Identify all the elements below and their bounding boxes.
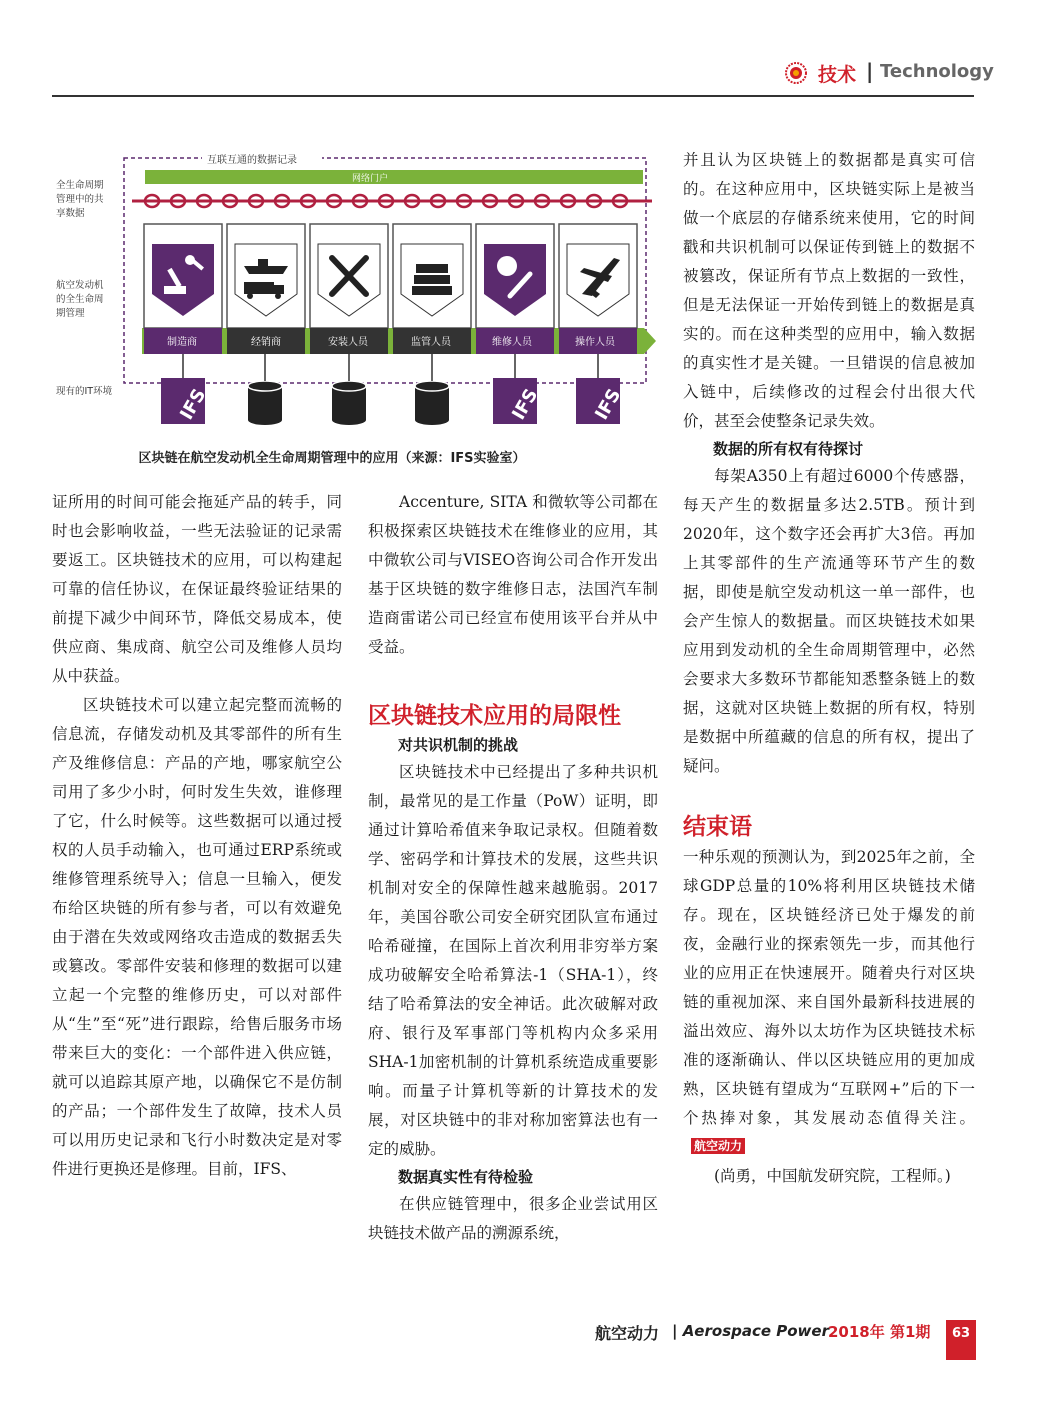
role-label: 制造商 (167, 337, 197, 348)
portal-label: 网络门户 (352, 174, 389, 184)
blockchain-lifecycle-figure (52, 148, 662, 448)
header-separator: | (866, 59, 874, 83)
col3-paragraph-2: 每架A350上有超过6000个传感器，每天产生的数据量多达2.5TB。预计到2020年，这个数字还会再扩大3倍。再加上其零部件的生产流通等环节产生的数据，即使是航空发动机这一单一部件，也会产生惊人的数据量。而区块链技术如果应用到发动机的全生命周期管理中，必然会要求大多数环节都能知悉整条链上的数据，这就对区块链上数据的所有权，特别是数据中所蕴藏的信息的所有权，提出了疑问。 (683, 467, 975, 775)
subtitle-authenticity: 数据真实性有待检验 (398, 1168, 534, 1186)
role-label: 维修人员 (492, 337, 532, 348)
subtitle-consensus: 对共识机制的挑战 (398, 736, 519, 754)
role-card-regulator (393, 224, 471, 354)
footer-journal-en: | Aerospace Power (672, 1322, 829, 1340)
it-database-2 (332, 381, 366, 425)
footer-page-tab (946, 1320, 976, 1360)
footer-journal-cn: 航空动力 (595, 1324, 660, 1343)
books-icon (412, 264, 452, 295)
it-ifs-2 (493, 378, 542, 424)
journal-end-badge: 航空动力 (691, 1138, 745, 1154)
header-rule (52, 95, 974, 97)
role-card-distributor (227, 224, 305, 354)
left-label-shared-data: 全生命周期管理中的共享数据 (56, 180, 104, 219)
portal-bar (145, 170, 643, 184)
author-note: (尚勇，中国航发研究院，工程师。) (714, 1167, 951, 1185)
col1-paragraph-2: 区块链技术可以建立起完整而流畅的信息流，存储发动机及其零部件的所有生产及维修信息：产品的产地，哪家航空公司用了多少小时，何时发生失效，谁修理了它，什么时候等。这些数据可以通过授权的人员手动输入，也可通过ERP系统或维修管理系统导入；信息一旦输入，便发布给区块链的所有参与者，可以有效避免由于潜在失效或网络攻击造成的数据丢失或篡改。零部件安装和修理的数据可以建立起一个完整的维修历史，可以对部件从“生”至“死”进行跟踪，给售后服务市场带来巨大的变化：一个部件进入供应链，就可以追踪其原产地，以确保它不是仿制的产品；一个部件发生了故障，技术人员可以用历史记录和飞行小时数决定是对零件进行更换还是修理。目前，IFS、 (52, 696, 342, 1178)
col2-paragraph-2: 区块链技术中已经提出了多种共识机制，最常见的是工作量（PoW）证明，即通过计算哈希值来争取记录权。但随着数学、密码学和计算技术的发展，这些共识机制对安全的保障性越来越脆弱。2017年，美国谷歌公司安全研究团队宣布通过哈希碰撞，在国际上首次利用非穷举方案成功破解安全哈希算法-1（SHA-1），终结了哈希算法的安全神话。此次破解对政府、银行及军事部门等机构内众多采用SHA-1加密机制的计算机系统造成重要影响。而量子计算机等新的计算技术的发展，对区块链中的非对称加密算法也有一定的威胁。 (368, 763, 658, 1158)
column-1 (52, 488, 342, 1184)
col2-paragraph-3: 在供应链管理中，很多企业尝试用区块链技术做产品的溯源系统， (368, 1195, 658, 1242)
column-3 (683, 146, 975, 1191)
role-card-installer (310, 224, 388, 354)
figure-top-label: 互联互通的数据记录 (207, 155, 297, 166)
col3-paragraph-3-text: 一种乐观的预测认为，到2025年之前，全球GDP总量的10%将利用区块链技术储存。现在，区块链经济已处于爆发的前夜，金融行业的探索领先一步，而其他行业的应用正在快速展开。随着央行对区块链的重视加深、来自国外最新科技进展的溢出效应、海外以太坊作为区块链技术标准的逐渐确认、伴以区块链应用的更加成熟，区块链有望成为“互联网+”后的下一个热捧对象，其发展动态值得关注。 (683, 848, 975, 1127)
footer-issue-date: 2018年 第1期 (828, 1323, 931, 1341)
svg-text:IFS: IFS (591, 385, 626, 424)
page-number: 63 (951, 1326, 971, 1341)
it-connectors (183, 354, 598, 381)
section-title-limitations: 区块链技术应用的局限性 (368, 703, 621, 729)
role-card-maintenance (476, 224, 554, 354)
section-title-conclusion: 结束语 (683, 814, 752, 840)
role-card-operator (559, 224, 637, 354)
col1-paragraph-1: 证所用的时间可能会拖延产品的转手，同时也会影响收益，一些无法验证的记录需要返工。区块链技术的应用，可以构建起可靠的信任协议，在保证最终验证结果的前提下减少中间环节，降低交易成本，使供应商、集成商、航空公司及维修人员均从中获益。 (52, 493, 342, 685)
header-section-cn: 技术 (818, 64, 857, 86)
it-database-3 (415, 381, 449, 425)
role-label: 监管人员 (411, 337, 451, 348)
svg-text:IFS: IFS (176, 385, 211, 424)
footer-journal-en-text: Aerospace Power (682, 1322, 829, 1340)
it-ifs-3 (576, 378, 625, 424)
journal-sun-logo-icon (785, 62, 807, 84)
it-database-1 (248, 381, 282, 425)
column-2 (368, 488, 658, 1248)
left-label-lifecycle: 航空发动机的全生命周期管理 (56, 280, 104, 319)
left-label-it: 现有的IT环境 (56, 386, 113, 397)
role-label: 操作人员 (575, 337, 615, 348)
col3-paragraph-1: 并且认为区块链上的数据都是真实可信的。在这种应用中，区块链实际上是被当做一个底层的存储系统来使用，它的时间戳和共识机制可以保证传到链上的数据不被篡改，保证所有节点上数据的一致性，但是无法保证一开始传到链上的数据是真实的。而在这种类型的应用中，输入数据的真实性才是关键。一旦错误的信息被加入链中，后续修改的过程会付出很大代价，甚至会使整条记录失效。 (683, 151, 975, 430)
col3-paragraph-3 (683, 843, 975, 1162)
it-ifs-1 (161, 378, 210, 424)
header-section-en: Technology (880, 61, 994, 82)
role-label: 经销商 (251, 337, 281, 348)
col2-paragraph-1: Accenture, SITA 和微软等公司都在积极探索区块链技术在维修业的应用，其中微软公司与VISEO咨询公司合作开发出基于区块链的数字维修日志，法国汽车制造商雷诺公司已经宣布使用该平台并从中受益。 (368, 493, 658, 656)
role-card-manufacturer (144, 224, 222, 354)
subtitle-ownership: 数据的所有权有待探讨 (713, 440, 864, 458)
role-label: 安装人员 (328, 337, 368, 348)
svg-text:IFS: IFS (508, 385, 543, 424)
figure-caption: 区块链在航空发动机全生命周期管理中的应用（来源：IFS实验室） (138, 451, 526, 466)
